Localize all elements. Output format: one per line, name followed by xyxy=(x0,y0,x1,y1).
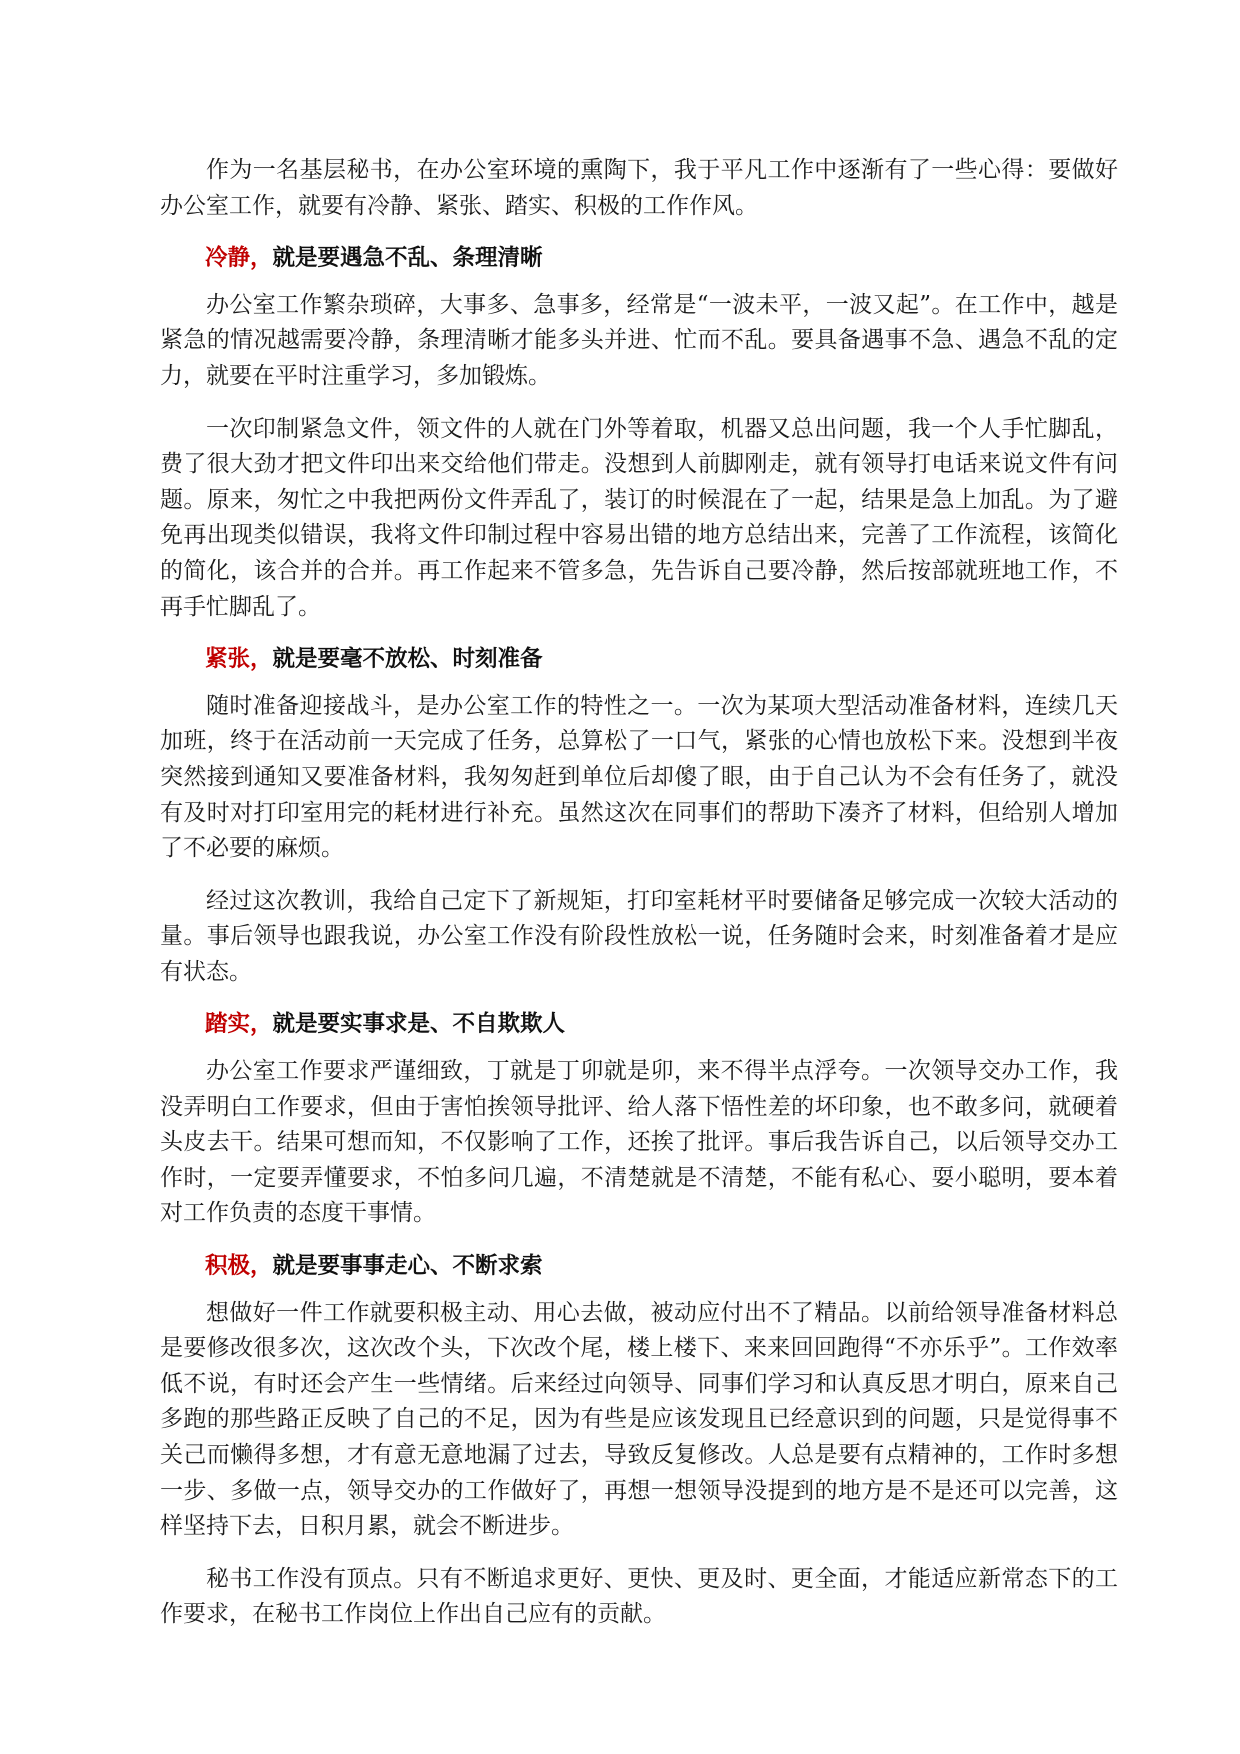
heading-keyword: 冷静， xyxy=(205,245,273,272)
section-heading-calm xyxy=(160,241,1118,277)
body-paragraph: 一次印制紧急文件，领文件的人就在门外等着取，机器又总出问题，我一个人手忙脚乱，费了很大劲才把文件印出来交给他们带走。没想到人前脚刚走，就有领导打电话来说文件有问题。原来，匆忙之中我把两份文件弄乱了，装订的时候混在了一起，结果是急上加乱。为了避免再出现类似错误，我将文件印制过程中容易出错的地方总结出来，完善了工作流程，该简化的简化，该合并的合并。再工作起来不管多急，先告诉自己要冷静，然后按部就班地工作，不再手忙脚乱了。 xyxy=(160,415,1118,620)
section-heading-tension xyxy=(160,642,1118,678)
body-paragraph: 随时准备迎接战斗，是办公室工作的特性之一。一次为某项大型活动准备材料，连续几天加班，终于在活动前一天完成了任务，总算松了一口气，紧张的心情也放松下来。没想到半夜突然接到通知又要准备材料，我匆匆赶到单位后却傻了眼，由于自己认为不会有任务了，就没有及时对打印室用完的耗材进行补充。虽然这次在同事们的帮助下凑齐了材料，但给别人增加了不必要的麻烦。 xyxy=(160,692,1118,862)
heading-text: 就是要实事求是、不自欺欺人 xyxy=(272,1011,566,1038)
intro-paragraph: 作为一名基层秘书，在办公室环境的熏陶下，我于平凡工作中逐渐有了一些心得：要做好办公室工作，就要有冷静、紧张、踏实、积极的工作作风。 xyxy=(160,157,1118,219)
section-heading-proactive xyxy=(160,1249,1118,1285)
body-paragraph: 经过这次教训，我给自己定下了新规矩，打印室耗材平时要储备足够完成一次较大活动的量。事后领导也跟我说，办公室工作没有阶段性放松一说，任务随时会来，时刻准备着才是应有状态。 xyxy=(160,887,1118,985)
heading-text: 就是要事事走心、不断求索 xyxy=(272,1253,543,1280)
heading-keyword: 踏实， xyxy=(205,1011,273,1038)
section-heading-steady xyxy=(160,1007,1118,1043)
conclusion-paragraph: 秘书工作没有顶点。只有不断追求更好、更快、更及时、更全面，才能适应新常态下的工作要求，在秘书工作岗位上作出自己应有的贡献。 xyxy=(160,1565,1118,1628)
heading-keyword: 紧张， xyxy=(205,646,273,673)
heading-text: 就是要遇急不乱、条理清晰 xyxy=(272,245,543,272)
heading-keyword: 积极， xyxy=(205,1253,273,1280)
body-paragraph: 办公室工作要求严谨细致，丁就是丁卯就是卯，来不得半点浮夸。一次领导交办工作，我没弄明白工作要求，但由于害怕挨领导批评、给人落下悟性差的坏印象，也不敢多问，就硬着头皮去干。结果可想而知，不仅影响了工作，还挨了批评。事后我告诉自己，以后领导交办工作时，一定要弄懂要求，不怕多问几遍，不清楚就是不清楚，不能有私心、耍小聪明，要本着对工作负责的态度干事情。 xyxy=(160,1058,1118,1227)
document-body xyxy=(160,153,1118,1633)
body-paragraph: 想做好一件工作就要积极主动、用心去做，被动应付出不了精品。以前给领导准备材料总是要修改很多次，这次改个头，下次改个尾，楼上楼下、来来回回跑得“不亦乐乎”。工作效率低不说，有时还会产生一些情绪。后来经过向领导、同事们学习和认真反思才明白，原来自己多跑的那些路正反映了自己的不足，因为有些是应该发现且已经意识到的问题，只是觉得事不关己而懒得多想，才有意无意地漏了过去，导致反复修改。人总是要有点精神的，工作时多想一步、多做一点，领导交办的工作做好了，再想一想领导没提到的地方是不是还可以完善，这样坚持下去，日积月累，就会不断进步。 xyxy=(160,1299,1118,1540)
body-paragraph: 办公室工作繁杂琐碎，大事多、急事多，经常是“一波未平，一波又起”。在工作中，越是紧急的情况越需要冷静，条理清晰才能多头并进、忙而不乱。要具备遇事不急、遇急不乱的定力，就要在平时注重学习，多加锻炼。 xyxy=(160,291,1118,389)
heading-text: 就是要毫不放松、时刻准备 xyxy=(272,646,543,673)
